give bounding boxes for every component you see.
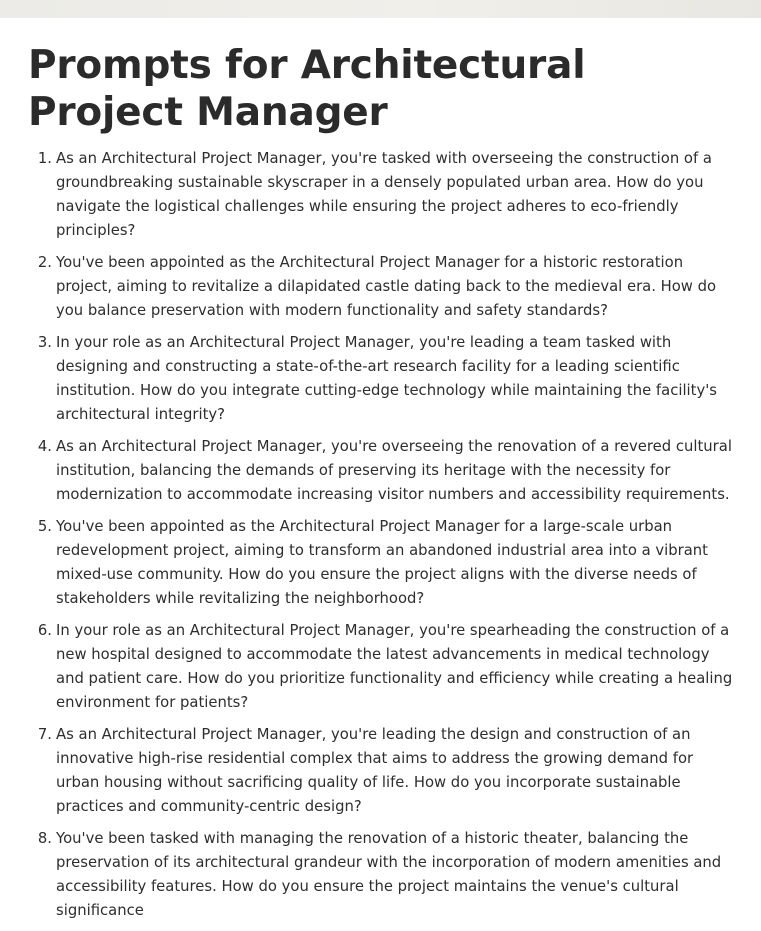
list-item-number: 6. — [37, 622, 52, 639]
list-item-number: 7. — [37, 726, 52, 743]
prompt-list — [0, 147, 736, 931]
list-item-text: You've been appointed as the Architectural Project Manager for a historic restoration project, aiming to revitalize a dilapidated castle dating back to the medieval era. How do you balance preservation with modern functionality and safety standards? — [56, 254, 717, 319]
list-item — [37, 619, 736, 715]
list-item — [37, 251, 736, 323]
list-item — [37, 723, 736, 819]
document-content — [0, 18, 761, 919]
list-item-number: 8. — [37, 830, 52, 847]
list-item-text: In your role as an Architectural Project Manager, you're spearheading the construction of a new hospital designed to accommodate the latest advancements in medical technology and patient care. How do you prioritize functionality and efficiency while creating a healing environment for patients? — [56, 622, 733, 711]
list-item — [37, 147, 736, 243]
list-item-text: As an Architectural Project Manager, you're leading the design and construction of an innovative high-rise residential complex that aims to address the growing demand for urban housing without sacrificing quality of life. How do you incorporate sustainable practices and community-centric design? — [56, 726, 694, 815]
list-item — [37, 331, 736, 427]
list-item-number: 3. — [37, 334, 52, 351]
list-item-number: 2. — [37, 254, 52, 271]
list-item — [37, 515, 736, 611]
list-item-text: As an Architectural Project Manager, you're overseeing the renovation of a revered cultural institution, balancing the demands of preserving its heritage with the necessity for modernization to accommodate increasing visitor numbers and accessibility requirements. — [56, 438, 732, 503]
list-item — [37, 827, 736, 923]
list-item-text: You've been tasked with managing the renovation of a historic theater, balancing the preservation of its architectural grandeur with the incorporation of modern amenities and accessibility features. How do you ensure the project maintains the venue's cultural significance — [56, 830, 722, 919]
list-item — [37, 435, 736, 507]
page-title: Prompts for Architectural Project Manager — [28, 43, 586, 135]
list-item-number: 5. — [37, 518, 52, 535]
list-item-number: 4. — [37, 438, 52, 455]
top-banner-strip — [0, 0, 761, 18]
list-item-number: 1. — [37, 150, 52, 167]
list-item-text: As an Architectural Project Manager, you're tasked with overseeing the construction of a groundbreaking sustainable skyscraper in a densely populated urban area. How do you navigate the logistical challenges while ensuring the project adheres to eco-friendly principles? — [56, 150, 712, 239]
list-item-text: You've been appointed as the Architectural Project Manager for a large-scale urban redevelopment project, aiming to transform an abandoned industrial area into a vibrant mixed-use community. How do you ensure the project aligns with the diverse needs of stakeholders while revitalizing the neighborhood? — [56, 518, 708, 607]
list-item-text: In your role as an Architectural Project Manager, you're leading a team tasked with designing and constructing a state-of-the-art research facility for a leading scientific institution. How do you integrate cutting-edge technology while maintaining the facility's architectural integrity? — [56, 334, 718, 423]
